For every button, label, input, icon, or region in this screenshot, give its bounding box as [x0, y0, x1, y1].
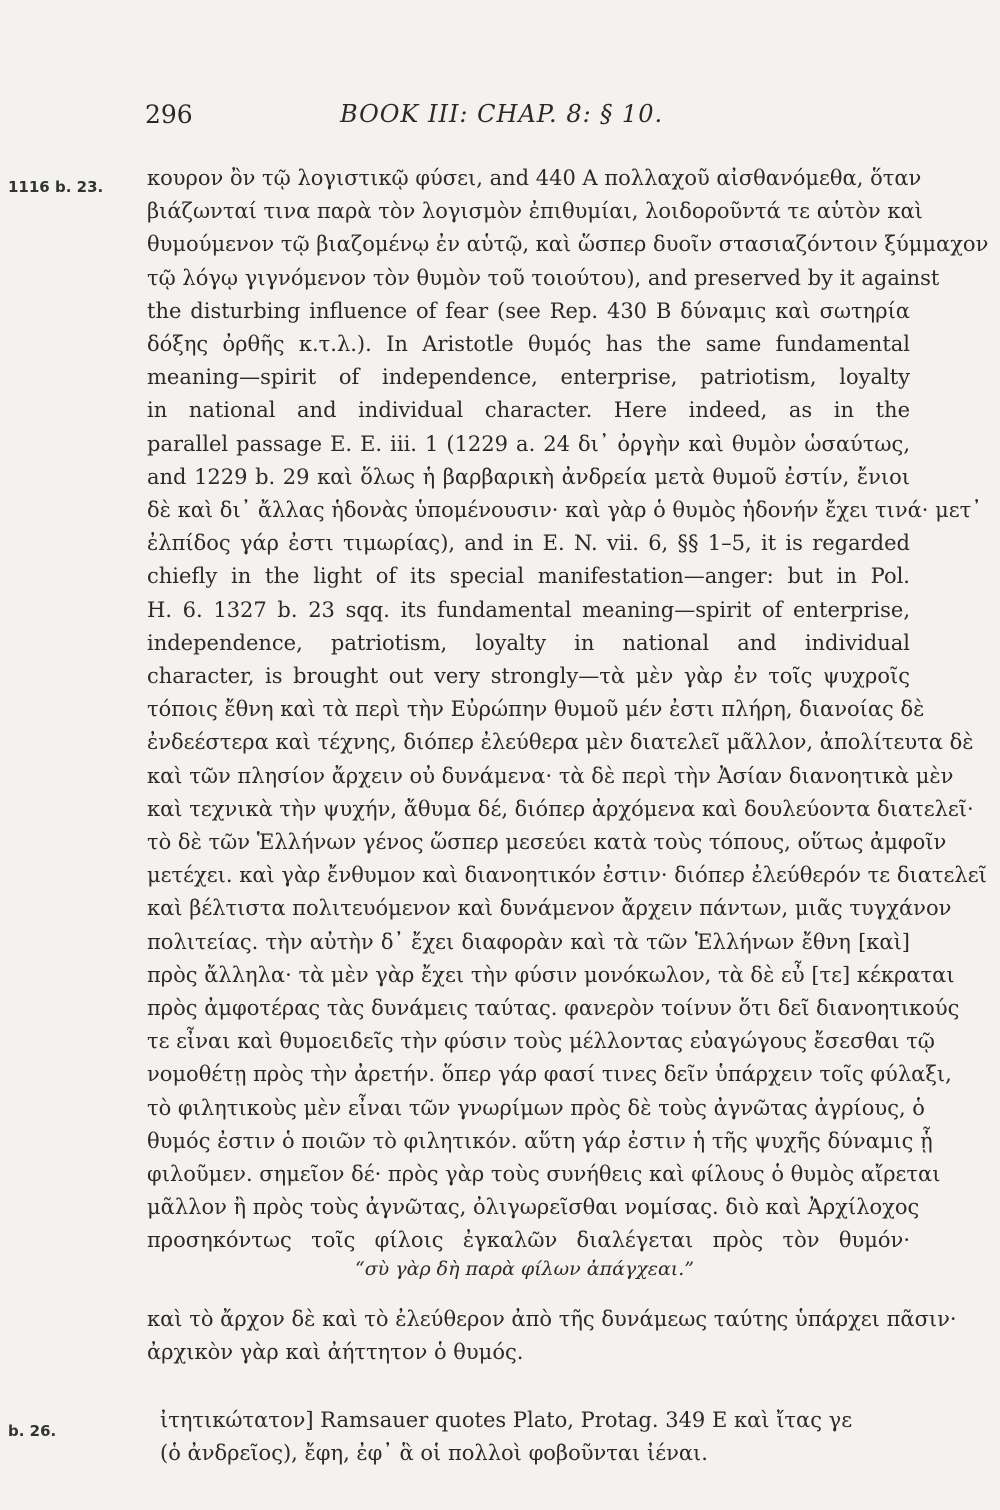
text-line: νομοθέτῃ πρὸς τὴν ἀρετήν. ὅπερ γάρ φασί τινες δεῖν ὑπάρχειν τοῖς φύλαξι, — [147, 1062, 952, 1087]
text-line: βιάζωνταί τινα παρὰ τὸν λογισμὸν ἐπιθυμίαι, λοιδοροῦντά τε αὑτὸν καὶ — [147, 199, 923, 224]
text-line: ἐνδεέστερα καὶ τέχνης, διόπερ ἐλεύθερα μὲν διατελεῖ μᾶλλον, ἀπολίτευτα δὲ — [147, 730, 974, 755]
text-line: καὶ τεχνικὰ τὴν ψυχήν, ἄθυμα δέ, διόπερ ἀρχόμενα καὶ δουλεύοντα διατελεῖ· — [147, 796, 974, 821]
text-line: φιλοῦμεν. σημεῖον δέ· πρὸς γὰρ τοὺς συνήθεις καὶ φίλους ὁ θυμὸς αἴρεται — [147, 1162, 941, 1186]
text-line: δόξης ὀρθῆς κ.τ.λ.). In Aristotle θυμός has the same fundamental — [147, 332, 910, 356]
text-line: ἀρχικὸν γὰρ καὶ ἀήττητον ὁ θυμός. — [147, 1340, 524, 1364]
text-line: καὶ βέλτιστα πολιτευόμενον καὶ δυνάμενον ἄρχειν πάντων, μιᾶς τυγχάνον — [147, 896, 952, 921]
text-line: H. 6. 1327 b. 23 sqq. its fundamental meaning—spirit of enterprise, — [147, 597, 910, 622]
text-line: πρὸς ἄλληλα· τὰ μὲν γὰρ ἔχει τὴν φύσιν μονόκωλον, τὰ δὲ εὖ [τε] κέκραται — [147, 962, 955, 987]
text-line: τῷ λόγῳ γιγνόμενον τὸν θυμὸν τοῦ τοιούτου), and preserved by it against — [147, 265, 940, 290]
text-line: πρὸς ἀμφοτέρας τὰς δυνάμεις ταύτας. φανερὸν τοίνυν ὅτι δεῖ διανοητικούς — [147, 996, 960, 1020]
page-number: 296 — [145, 100, 193, 129]
margin-reference-1: 1116 b. 23. — [8, 178, 104, 196]
text-line: πολιτείας. τὴν αὐτὴν δ᾽ ἔχει διαφορὰν καὶ τὰ τῶν Ἑλλήνων ἔθνη [καὶ] — [147, 929, 910, 954]
running-header — [145, 100, 915, 140]
verse-quote: “σὺ γὰρ δὴ παρὰ φίλων ἀπάγχεαι.” — [355, 1258, 695, 1280]
text-line: καὶ τὸ ἄρχον δὲ καὶ τὸ ἐλεύθερον ἀπὸ τῆς δυνάμεως ταύτης ὑπάρχει πᾶσιν· — [147, 1307, 957, 1331]
text-line: μετέχει. καὶ γὰρ ἔνθυμον καὶ διανοητικόν ἐστιν· διόπερ ἐλεύθερόν τε διατελεῖ — [147, 863, 987, 888]
text-line: τε εἶναι καὶ θυμοειδεῖς τὴν φύσιν τοὺς μέλλοντας εὐαγώγους ἔσεσθαι τῷ — [147, 1029, 935, 1054]
text-line: meaning—spirit of independence, enterprise, patriotism, loyalty — [147, 365, 910, 390]
text-line: and 1229 b. 29 καὶ ὅλως ἡ βαρβαρικὴ ἀνδρεία μετὰ θυμοῦ ἐστίν, ἔνιοι — [147, 464, 910, 489]
text-line: the disturbing influence of fear (see Rep. 430 B δύναμις καὶ σωτηρία — [147, 298, 910, 323]
text-line: τὸ δὲ τῶν Ἑλλήνων γένος ὥσπερ μεσεύει κατὰ τοὺς τόπους, οὕτως ἀμφοῖν — [147, 830, 947, 854]
text-line: τὸ φιλητικοὺς μὲν εἶναι τῶν γνωρίμων πρὸς δὲ τοὺς ἀγνῶτας ἀγρίους, ὁ — [147, 1095, 925, 1120]
text-line: chiefly in the light of its special manifestation—anger: but in Pol. — [147, 564, 910, 589]
margin-reference-2: b. 26. — [8, 1422, 57, 1440]
text-line: independence, patriotism, loyalty in national and individual — [147, 630, 910, 655]
note-line: ἰτητικώτατον] Ramsauer quotes Plato, Protag. 349 E καὶ ἴτας γε — [160, 1408, 853, 1432]
text-line: ἐλπίδος γάρ ἐστι τιμωρίας), and in E. N. vii. 6, §§ 1–5, it is regarded — [147, 531, 910, 556]
text-line: προσηκόντως τοῖς φίλοις ἐγκαλῶν διαλέγεται πρὸς τὸν θυμόν· — [147, 1228, 910, 1253]
running-title: BOOK III: CHAP. 8: § 10. — [340, 100, 664, 128]
text-line: δὲ καὶ δι᾽ ἄλλας ἡδονὰς ὑπομένουσιν· καὶ γὰρ ὁ θυμὸς ἡδονήν ἔχει τινά· μετ᾽ — [147, 498, 982, 522]
text-line: parallel passage E. E. iii. 1 (1229 a. 24 δι᾽ ὀργὴν καὶ θυμὸν ὡσαύτως, — [147, 431, 910, 456]
text-line: θυμούμενον τῷ βιαζομένῳ ἐν αὑτῷ, καὶ ὥσπερ δυοῖν στασιαζόντοιν ξύμμαχον — [147, 232, 989, 257]
text-line: κουρον ὂν τῷ λογιστικῷ φύσει, and 440 A πολλαχοῦ αἰσθανόμεθα, ὅταν — [147, 166, 922, 190]
text-line: in national and individual character. Here indeed, as in the — [147, 398, 910, 423]
text-line: μᾶλλον ἢ πρὸς τοὺς ἀγνῶτας, ὀλιγωρεῖσθαι νομίσας. διὸ καὶ Ἀρχίλοχος — [147, 1195, 920, 1220]
text-line: καὶ τῶν πλησίον ἄρχειν οὐ δυνάμενα· τὰ δὲ περὶ τὴν Ἀσίαν διανοητικὰ μὲν — [147, 763, 954, 788]
text-line: character, is brought out very strongly—τὰ μὲν γὰρ ἐν τοῖς ψυχροῖς — [147, 664, 910, 688]
text-line: θυμός ἐστιν ὁ ποιῶν τὸ φιλητικόν. αὕτη γάρ ἐστιν ἡ τῆς ψυχῆς δύναμις ᾗ — [147, 1128, 933, 1153]
text-line: τόποις ἔθνη καὶ τὰ περὶ τὴν Εὐρώπην θυμοῦ μέν ἐστι πλήρη, διανοίας δὲ — [147, 697, 925, 722]
note-line: (ὁ ἀνδρεῖος), ἔφη, ἐφ᾽ ἃ οἱ πολλοὶ φοβοῦνται ἰέναι. — [160, 1441, 708, 1465]
